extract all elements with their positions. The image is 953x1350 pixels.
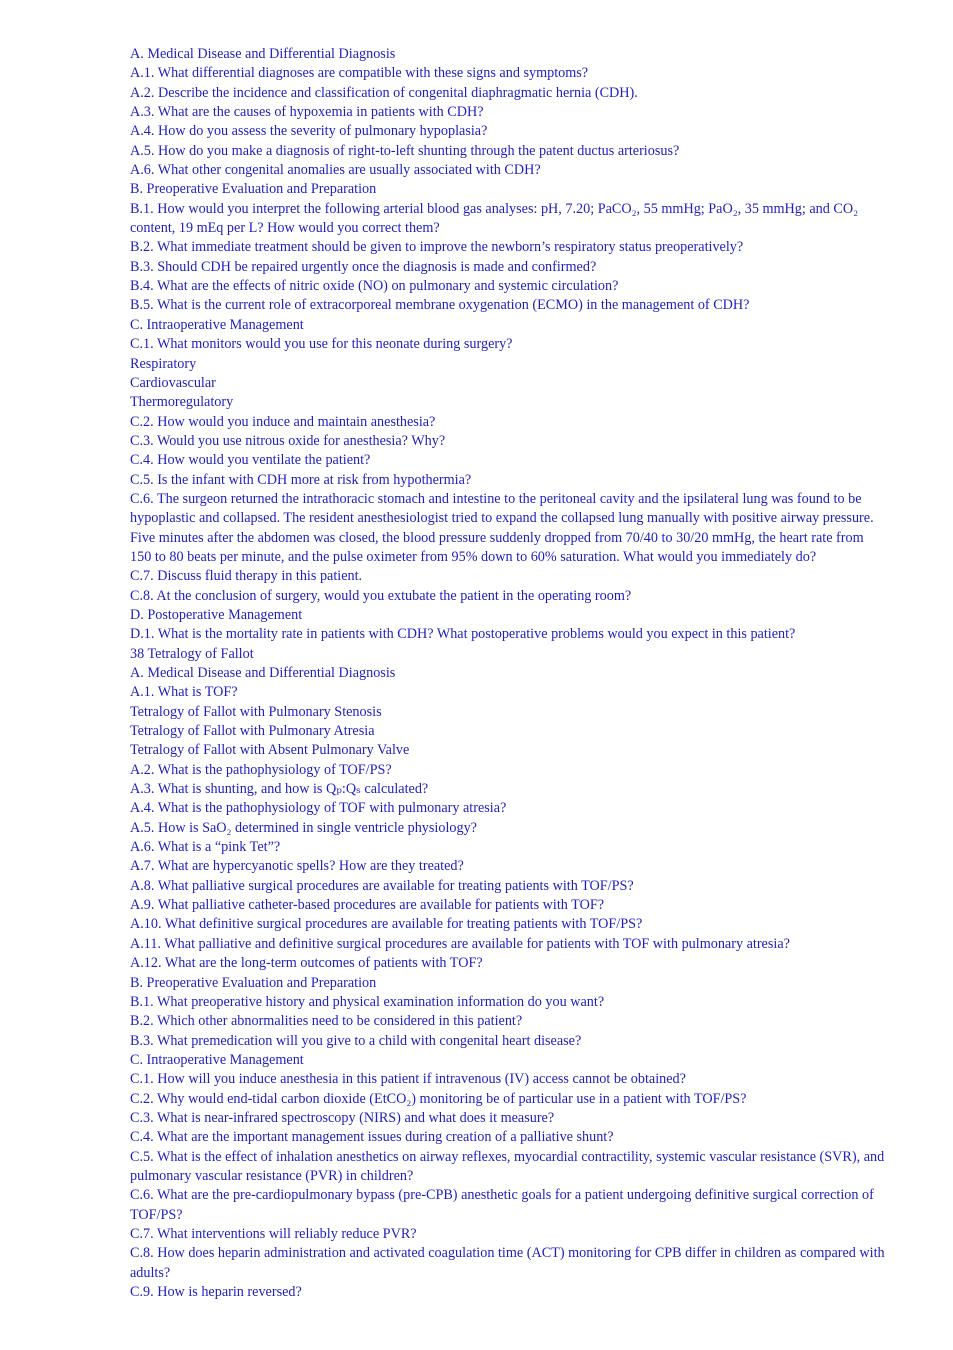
toc-line[interactable]: C.6. The surgeon returned the intrathoracic stomach and intestine to the peritoneal cavity and the ipsilateral lung was found to be (130, 490, 862, 507)
toc-line[interactable]: A.6. What is a “pink Tet”? (130, 839, 281, 856)
toc-line[interactable]: B.2. Which other abnormalities need to be considered in this patient? (130, 1013, 523, 1030)
toc-line[interactable]: A.3. What are the causes of hypoxemia in patients with CDH? (130, 104, 484, 121)
toc-line[interactable]: C.9. How is heparin reversed? (130, 1284, 302, 1300)
toc-line[interactable]: C.7. Discuss fluid therapy in this patient. (130, 568, 363, 585)
toc-line[interactable]: A.5. How do you make a diagnosis of right-to-left shunting through the patent ductus arteriosus? (130, 142, 680, 159)
toc-line[interactable]: C.7. What interventions will reliably reduce PVR? (130, 1225, 417, 1242)
toc-line[interactable]: A.12. What are the long-term outcomes of patients with TOF? (130, 955, 483, 972)
toc-line[interactable]: C.3. What is near-infrared spectroscopy (NIRS) and what does it measure? (130, 1109, 555, 1126)
toc-line[interactable]: Tetralogy of Fallot with Pulmonary Atresia (130, 723, 375, 740)
toc-line[interactable]: B.1. How would you interpret the following arterial blood gas analyses: pH, 7.20; PaCO₂, 55 mmHg; PaO₂, 35 mmHg; and CO₂ (130, 200, 859, 217)
toc-line[interactable]: B.4. What are the effects of nitric oxide (NO) on pulmonary and systemic circulation? (130, 278, 619, 295)
toc-line[interactable]: C. Intraoperative Management (130, 316, 304, 333)
toc-line[interactable]: Tetralogy of Fallot with Pulmonary Stenosis (130, 703, 382, 720)
toc-line[interactable]: A.4. How do you assess the severity of pulmonary hypoplasia? (130, 123, 488, 140)
toc-line[interactable]: A. Medical Disease and Differential Diagnosis (130, 665, 396, 681)
toc-line[interactable]: C.2. How would you induce and maintain anesthesia? (130, 413, 436, 430)
toc-line[interactable]: C.6. What are the pre-cardiopulmonary bypass (pre-CPB) anesthetic goals for a patient undergoing definitive surgical correction of (130, 1187, 874, 1204)
toc-line[interactable]: Cardiovascular (130, 374, 216, 391)
toc-line[interactable]: C. Intraoperative Management (130, 1051, 304, 1068)
toc-line[interactable]: C.2. Why would end-tidal carbon dioxide (EtCO₂) monitoring be of particular use in a patient with TOF/PS? (130, 1090, 747, 1107)
toc-line[interactable]: C.4. How would you ventilate the patient? (130, 452, 371, 469)
toc-line[interactable]: Five minutes after the abdomen was closed, the blood pressure suddenly dropped from 70/40 to 30/20 mmHg, the heart rate from (130, 529, 864, 546)
toc-line[interactable]: C.3. Would you use nitrous oxide for anesthesia? Why? (130, 432, 446, 449)
toc-line[interactable]: B.3. What premedication will you give to a child with congenital heart disease? (130, 1032, 582, 1049)
toc-line[interactable]: B.5. What is the current role of extracorporeal membrane oxygenation (ECMO) in the management of CDH? (130, 297, 750, 314)
toc-line[interactable]: C.1. How will you induce anesthesia in this patient if intravenous (IV) access cannot be obtained? (130, 1071, 686, 1088)
toc-line[interactable]: C.1. What monitors would you use for this neonate during surgery? (130, 336, 513, 353)
toc-line[interactable]: B.1. What preoperative history and physical examination information do you want? (130, 993, 605, 1010)
toc-line[interactable]: A.2. Describe the incidence and classification of congenital diaphragmatic hernia (CDH). (130, 84, 638, 101)
toc-line[interactable]: A.10. What definitive surgical procedures are available for treating patients with TOF/PS? (130, 916, 643, 933)
toc-line[interactable]: A. Medical Disease and Differential Diagnosis (130, 46, 396, 62)
toc-line[interactable]: A.3. What is shunting, and how is Qₚ:Qₛ calculated? (130, 781, 429, 798)
toc-line[interactable]: TOF/PS? (130, 1206, 183, 1223)
toc-line[interactable]: pulmonary vascular resistance (PVR) in children? (130, 1167, 414, 1184)
toc-line[interactable]: B.3. Should CDH be repaired urgently once the diagnosis is made and confirmed? (130, 258, 597, 275)
toc-line[interactable]: A.11. What palliative and definitive surgical procedures are available for patients with TOF with pulmonary atresia? (130, 935, 790, 952)
toc-line[interactable]: B. Preoperative Evaluation and Preparation (130, 181, 377, 198)
toc-line[interactable]: Tetralogy of Fallot with Absent Pulmonary Valve (130, 742, 410, 759)
toc-line[interactable]: D.1. What is the mortality rate in patients with CDH? What postoperative problems would you expect in this patient? (130, 626, 796, 643)
toc-line[interactable]: content, 19 mEq per L? How would you correct them? (130, 220, 440, 237)
toc-line[interactable]: A.9. What palliative catheter-based procedures are available for patients with TOF? (130, 897, 605, 914)
toc-line[interactable]: A.4. What is the pathophysiology of TOF with pulmonary atresia? (130, 800, 507, 817)
toc-line[interactable]: C.8. At the conclusion of surgery, would you extubate the patient in the operating room? (130, 587, 632, 604)
toc-line[interactable]: A.8. What palliative surgical procedures are available for treating patients with TOF/PS? (130, 877, 634, 894)
toc-line[interactable]: hypoplastic and collapsed. The resident anesthesiologist tried to expand the collapsed lung manually with positive airway pressure. (130, 510, 874, 527)
toc-line[interactable]: B. Preoperative Evaluation and Preparation (130, 974, 377, 991)
toc-line[interactable]: D. Postoperative Management (130, 606, 303, 623)
table-of-contents (130, 45, 893, 1302)
toc-line[interactable]: 38 Tetralogy of Fallot (130, 645, 254, 662)
toc-line[interactable]: C.5. Is the infant with CDH more at risk from hypothermia? (130, 471, 472, 488)
toc-line[interactable]: Thermoregulatory (130, 394, 234, 411)
toc-line[interactable]: A.6. What other congenital anomalies are usually associated with CDH? (130, 162, 541, 179)
toc-line[interactable]: A.2. What is the pathophysiology of TOF/PS? (130, 761, 392, 778)
toc-line[interactable]: Respiratory (130, 355, 197, 372)
toc-line[interactable]: 150 to 80 beats per minute, and the pulse oximeter from 95% down to 60% saturation. What would you immediately do? (130, 548, 817, 565)
toc-line[interactable]: A.5. How is SaO₂ determined in single ventricle physiology? (130, 819, 477, 836)
toc-line[interactable]: A.7. What are hypercyanotic spells? How are they treated? (130, 858, 464, 875)
toc-line[interactable]: C.5. What is the effect of inhalation anesthetics on airway reflexes, myocardial contractility, systemic vascular resistance (SVR), and (130, 1148, 885, 1165)
toc-line[interactable]: C.8. How does heparin administration and activated coagulation time (ACT) monitoring for CPB differ in children as compared with (130, 1245, 885, 1262)
toc-line[interactable]: B.2. What immediate treatment should be given to improve the newborn’s respiratory status preoperatively? (130, 239, 744, 256)
toc-line[interactable]: C.4. What are the important management issues during creation of a palliative shunt? (130, 1129, 614, 1146)
toc-line[interactable]: adults? (130, 1264, 171, 1281)
toc-line[interactable]: A.1. What differential diagnoses are compatible with these signs and symptoms? (130, 65, 589, 82)
toc-line[interactable]: A.1. What is TOF? (130, 684, 238, 701)
